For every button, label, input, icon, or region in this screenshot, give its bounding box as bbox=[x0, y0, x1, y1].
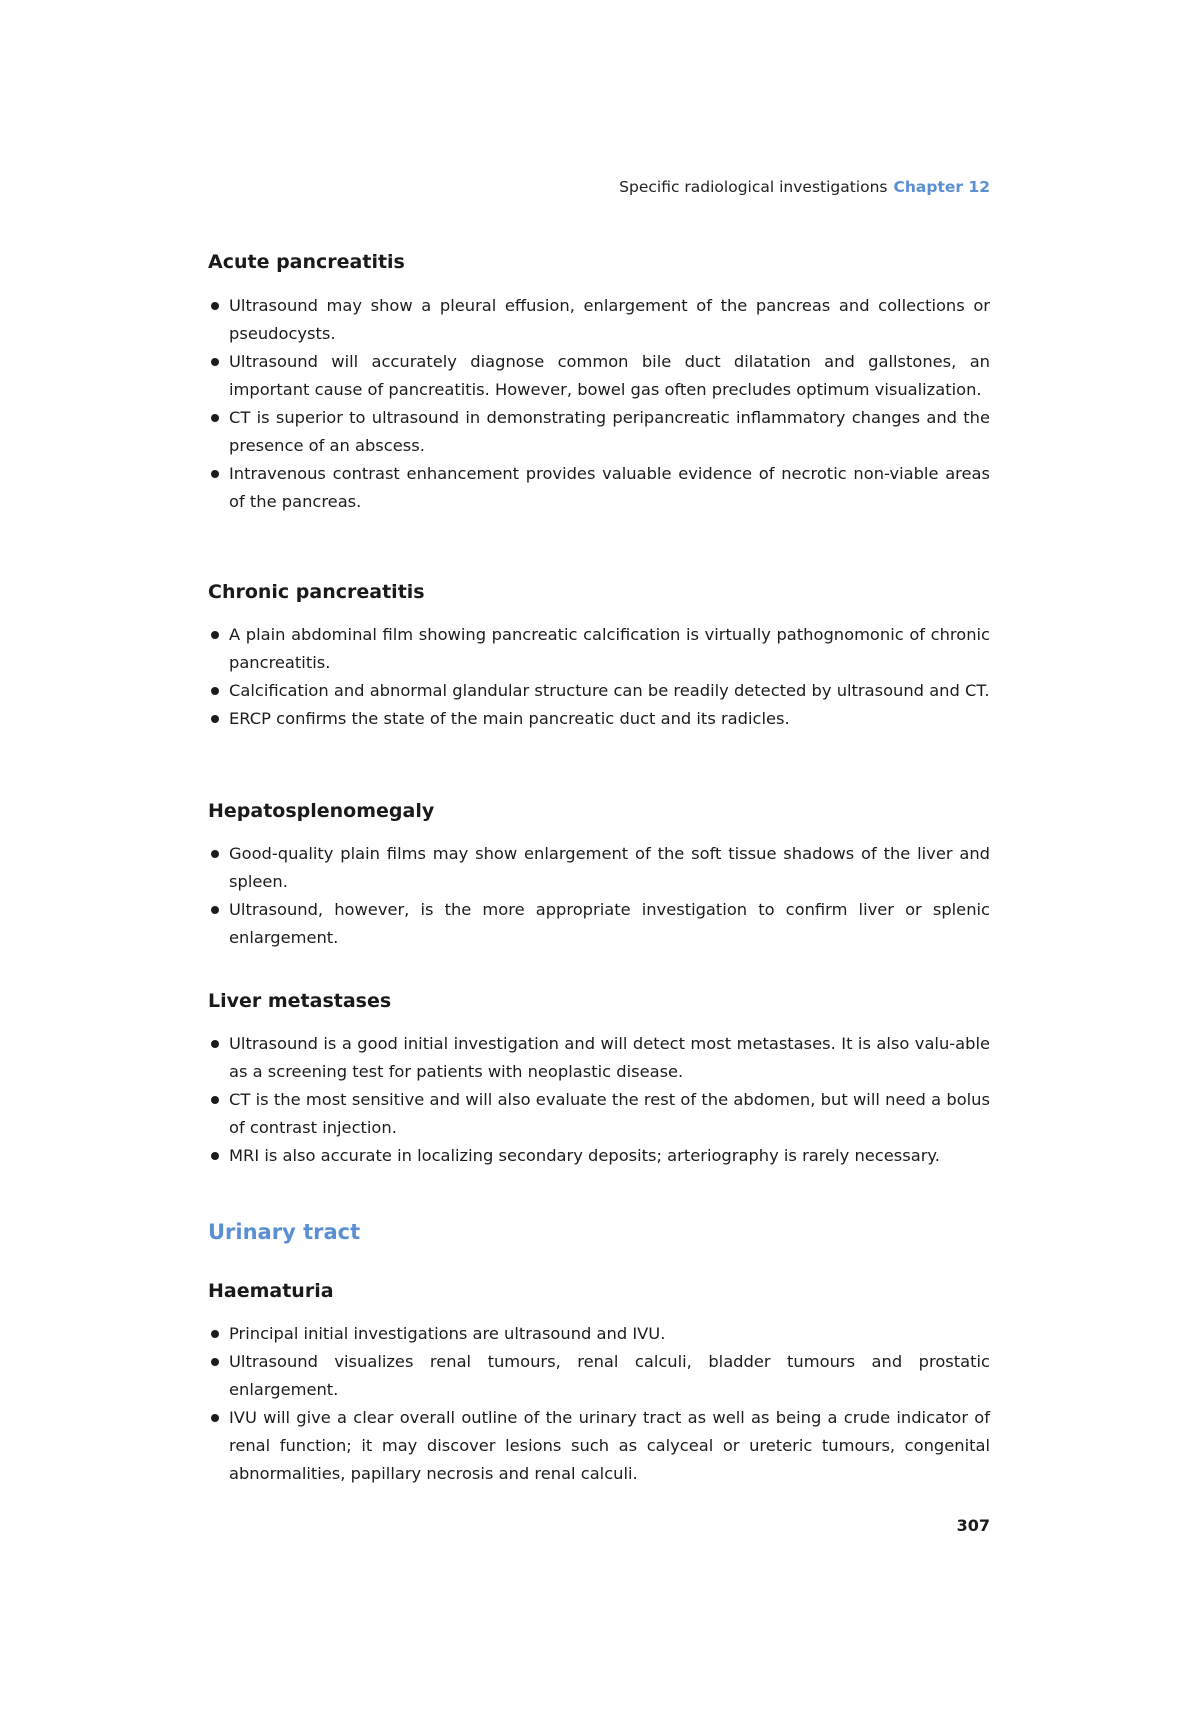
page-number: 307 bbox=[956, 1516, 990, 1535]
running-header bbox=[619, 178, 990, 196]
heading-chronic-pancreatitis: Chronic pancreatitis bbox=[208, 581, 425, 603]
list-item: Good-quality plain films may show enlargement of the soft tissue shadows of the liver and spleen. bbox=[208, 840, 990, 896]
heading-acute-pancreatitis: Acute pancreatitis bbox=[208, 251, 405, 273]
list-item: CT is superior to ultrasound in demonstrating peripancreatic inflammatory changes and the presence of an abscess. bbox=[208, 404, 990, 460]
list-item: Ultrasound may show a pleural effusion, enlargement of the pancreas and collections or pseudocysts. bbox=[208, 292, 990, 348]
list-item: Intravenous contrast enhancement provides valuable evidence of necrotic non-viable areas of the pancreas. bbox=[208, 460, 990, 516]
list-item: ERCP confirms the state of the main pancreatic duct and its radicles. bbox=[208, 705, 990, 733]
list-item: Calcification and abnormal glandular structure can be readily detected by ultrasound and CT. bbox=[208, 677, 990, 705]
list-item: IVU will give a clear overall outline of the urinary tract as well as being a crude indicator of renal function; it may discover lesions such as calyceal or ureteric tumours, congenital abnormalities, papillary necrosis and renal calculi. bbox=[208, 1404, 990, 1488]
list-item: MRI is also accurate in localizing secondary deposits; arteriography is rarely necessary. bbox=[208, 1142, 990, 1170]
list-hepatosplenomegaly bbox=[208, 840, 990, 952]
running-title: Specific radiological investigations bbox=[619, 178, 888, 196]
list-item: CT is the most sensitive and will also evaluate the rest of the abdomen, but will need a bolus of contrast injection. bbox=[208, 1086, 990, 1142]
list-liver-metastases bbox=[208, 1030, 990, 1170]
list-acute-pancreatitis bbox=[208, 292, 990, 516]
list-item: Ultrasound, however, is the more appropriate investigation to confirm liver or splenic enlargement. bbox=[208, 896, 990, 952]
list-chronic-pancreatitis bbox=[208, 621, 990, 733]
list-item: Ultrasound is a good initial investigation and will detect most metastases. It is also valu-able as a screening test for patients with neoplastic disease. bbox=[208, 1030, 990, 1086]
heading-hepatosplenomegaly: Hepatosplenomegaly bbox=[208, 800, 435, 822]
list-item: A plain abdominal film showing pancreatic calcification is virtually pathognomonic of chronic pancreatitis. bbox=[208, 621, 990, 677]
heading-haematuria: Haematuria bbox=[208, 1280, 334, 1302]
chapter-label: Chapter 12 bbox=[893, 178, 990, 196]
heading-liver-metastases: Liver metastases bbox=[208, 990, 392, 1012]
list-item: Ultrasound visualizes renal tumours, renal calculi, bladder tumours and prostatic enlargement. bbox=[208, 1348, 990, 1404]
list-haematuria bbox=[208, 1320, 990, 1488]
list-item: Ultrasound will accurately diagnose common bile duct dilatation and gallstones, an important cause of pancreatitis. However, bowel gas often precludes optimum visualization. bbox=[208, 348, 990, 404]
heading-urinary-tract: Urinary tract bbox=[208, 1220, 361, 1244]
list-item: Principal initial investigations are ultrasound and IVU. bbox=[208, 1320, 990, 1348]
